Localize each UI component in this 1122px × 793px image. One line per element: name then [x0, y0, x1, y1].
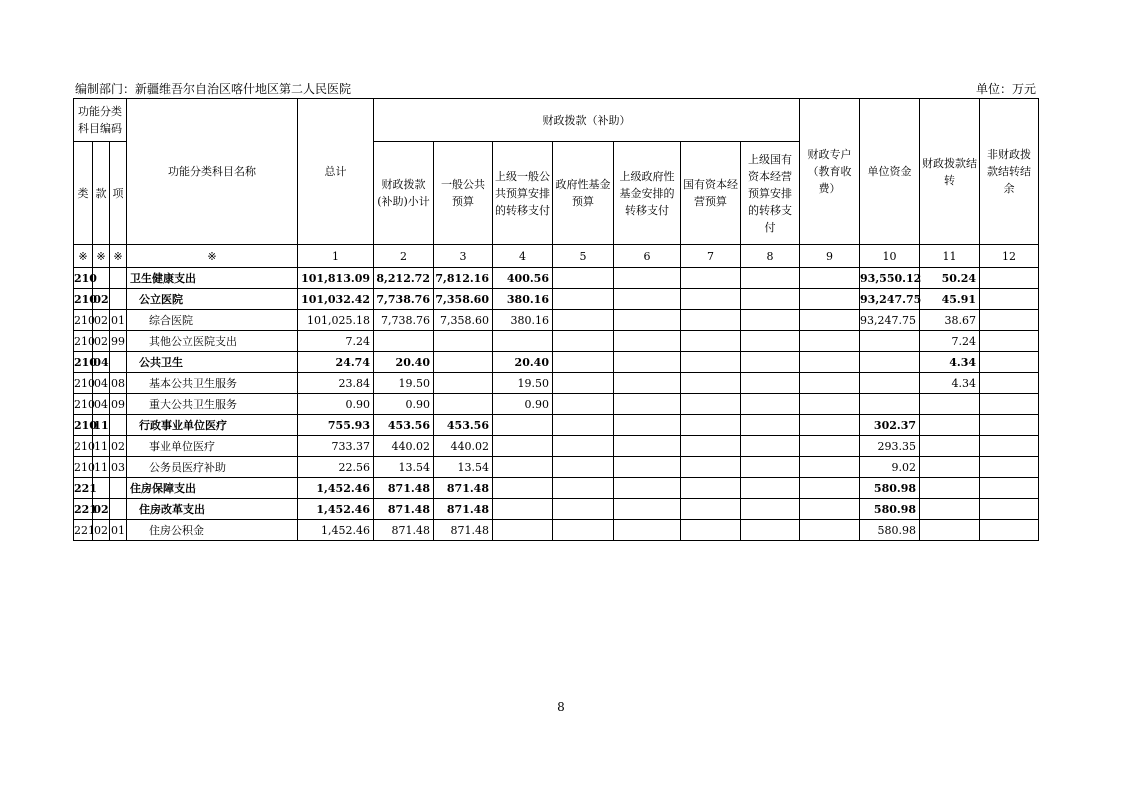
cell-xiang: 99 — [110, 331, 127, 352]
cell-lei: 210 — [74, 352, 93, 373]
cell-name: 基本公共卫生服务 — [127, 373, 298, 394]
cell-c7 — [681, 415, 741, 436]
cell-c2: 8,212.72 — [374, 268, 434, 289]
header-c5: 政府性基金预算 — [553, 142, 614, 245]
cell-c6 — [614, 520, 681, 541]
cell-c8 — [741, 520, 800, 541]
cell-c8 — [741, 436, 800, 457]
cell-c11: 4.34 — [920, 373, 980, 394]
total-header: 总计 — [298, 99, 374, 245]
header-c9: 财政专户（教育收费） — [800, 99, 860, 245]
cell-lei: 210 — [74, 436, 93, 457]
cell-c10: 580.98 — [860, 520, 920, 541]
cell-xiang — [110, 415, 127, 436]
cell-c8 — [741, 352, 800, 373]
cell-c10 — [860, 394, 920, 415]
cell-c9 — [800, 289, 860, 310]
cell-c9 — [800, 331, 860, 352]
cell-name: 公务员医疗补助 — [127, 457, 298, 478]
cell-c3 — [434, 352, 493, 373]
cell-c2: 0.90 — [374, 394, 434, 415]
cell-c11: 45.91 — [920, 289, 980, 310]
cell-kuan: 04 — [93, 352, 110, 373]
cell-xiang — [110, 478, 127, 499]
cell-c9 — [800, 499, 860, 520]
cell-total: 101,813.09 — [298, 268, 374, 289]
cell-c3: 7,812.16 — [434, 268, 493, 289]
cell-c5 — [553, 436, 614, 457]
cell-c11: 4.34 — [920, 352, 980, 373]
cell-c2: 7,738.76 — [374, 310, 434, 331]
cell-total: 1,452.46 — [298, 499, 374, 520]
cell-c12 — [980, 520, 1039, 541]
cell-c8 — [741, 457, 800, 478]
cell-c2 — [374, 331, 434, 352]
cell-c5 — [553, 457, 614, 478]
cell-lei: 210 — [74, 310, 93, 331]
header-c4: 上级一般公共预算安排的转移支付 — [493, 142, 553, 245]
cell-c12 — [980, 331, 1039, 352]
col-number: 11 — [920, 245, 980, 268]
cell-c10: 293.35 — [860, 436, 920, 457]
cell-lei: 221 — [74, 499, 93, 520]
col-number: 4 — [493, 245, 553, 268]
cell-xiang: 08 — [110, 373, 127, 394]
cell-c5 — [553, 373, 614, 394]
cell-name: 卫生健康支出 — [127, 268, 298, 289]
cell-total: 733.37 — [298, 436, 374, 457]
cell-c8 — [741, 478, 800, 499]
mark-cell: ※ — [74, 245, 93, 268]
cell-c2: 19.50 — [374, 373, 434, 394]
col-number: 10 — [860, 245, 920, 268]
cell-lei: 210 — [74, 457, 93, 478]
cell-total: 101,025.18 — [298, 310, 374, 331]
cell-c11 — [920, 478, 980, 499]
cell-c5 — [553, 331, 614, 352]
cell-c4: 20.40 — [493, 352, 553, 373]
cell-lei: 210 — [74, 394, 93, 415]
cell-c8 — [741, 289, 800, 310]
cell-c2: 453.56 — [374, 415, 434, 436]
mark-cell: ※ — [110, 245, 127, 268]
cell-lei: 210 — [74, 415, 93, 436]
cell-lei: 210 — [74, 289, 93, 310]
col-number: 5 — [553, 245, 614, 268]
cell-c4: 19.50 — [493, 373, 553, 394]
cell-c9 — [800, 268, 860, 289]
cell-c4 — [493, 331, 553, 352]
cell-total: 1,452.46 — [298, 520, 374, 541]
table-row — [74, 415, 1039, 436]
cell-kuan: 11 — [93, 415, 110, 436]
cell-c3: 7,358.60 — [434, 310, 493, 331]
cell-c7 — [681, 331, 741, 352]
cell-c4 — [493, 478, 553, 499]
cell-xiang: 09 — [110, 394, 127, 415]
cell-kuan: 02 — [93, 499, 110, 520]
cell-c12 — [980, 436, 1039, 457]
col-number: 9 — [800, 245, 860, 268]
cell-c11 — [920, 457, 980, 478]
cell-c4: 0.90 — [493, 394, 553, 415]
cell-xiang — [110, 499, 127, 520]
header-c6: 上级政府性基金安排的转移支付 — [614, 142, 681, 245]
cell-c6 — [614, 457, 681, 478]
cell-c8 — [741, 268, 800, 289]
budget-table — [73, 98, 1039, 541]
cell-c9 — [800, 373, 860, 394]
header-lei: 类 — [74, 142, 93, 245]
header-c11: 财政拨款结转 — [920, 99, 980, 245]
cell-c4 — [493, 499, 553, 520]
cell-xiang: 02 — [110, 436, 127, 457]
cell-kuan: 11 — [93, 436, 110, 457]
cell-c2: 871.48 — [374, 499, 434, 520]
cell-c11: 7.24 — [920, 331, 980, 352]
cell-c11 — [920, 436, 980, 457]
cell-kuan: 11 — [93, 457, 110, 478]
cell-c12 — [980, 499, 1039, 520]
cell-c6 — [614, 499, 681, 520]
cell-xiang: 01 — [110, 520, 127, 541]
cell-c12 — [980, 268, 1039, 289]
cell-c10: 93,247.75 — [860, 289, 920, 310]
cell-c3 — [434, 394, 493, 415]
cell-c12 — [980, 373, 1039, 394]
cell-xiang: 01 — [110, 310, 127, 331]
cell-c2: 871.48 — [374, 520, 434, 541]
cell-c3: 871.48 — [434, 478, 493, 499]
header-c2: 财政拨款(补助)小计 — [374, 142, 434, 245]
cell-c3: 871.48 — [434, 520, 493, 541]
cell-total: 7.24 — [298, 331, 374, 352]
header-c10: 单位资金 — [860, 99, 920, 245]
cell-c11: 50.24 — [920, 268, 980, 289]
col-number: 3 — [434, 245, 493, 268]
cell-c2: 440.02 — [374, 436, 434, 457]
cell-xiang — [110, 289, 127, 310]
cell-name: 其他公立医院支出 — [127, 331, 298, 352]
cell-lei: 221 — [74, 520, 93, 541]
cell-c9 — [800, 352, 860, 373]
unit-label: 单位：万元 — [975, 82, 1036, 96]
cell-c10: 9.02 — [860, 457, 920, 478]
cell-c10: 580.98 — [860, 478, 920, 499]
cell-c6 — [614, 415, 681, 436]
cell-c6 — [614, 268, 681, 289]
cell-c8 — [741, 310, 800, 331]
cell-c12 — [980, 478, 1039, 499]
table-row — [74, 268, 1039, 289]
cell-c10: 302.37 — [860, 415, 920, 436]
cell-c5 — [553, 268, 614, 289]
cell-c5 — [553, 352, 614, 373]
table-row — [74, 352, 1039, 373]
cell-c12 — [980, 457, 1039, 478]
table-row — [74, 289, 1039, 310]
cell-c6 — [614, 310, 681, 331]
cell-c9 — [800, 478, 860, 499]
cell-lei: 210 — [74, 373, 93, 394]
cell-c6 — [614, 394, 681, 415]
cell-c9 — [800, 457, 860, 478]
code-group-header: 功能分类科目编码 — [74, 99, 127, 142]
cell-name: 住房改革支出 — [127, 499, 298, 520]
cell-c4: 380.16 — [493, 289, 553, 310]
cell-kuan: 04 — [93, 373, 110, 394]
cell-c11 — [920, 520, 980, 541]
header-kuan: 款 — [93, 142, 110, 245]
cell-c4: 380.16 — [493, 310, 553, 331]
table-row — [74, 457, 1039, 478]
cell-c5 — [553, 499, 614, 520]
cell-c7 — [681, 310, 741, 331]
cell-c2: 20.40 — [374, 352, 434, 373]
cell-c12 — [980, 415, 1039, 436]
cell-c3: 453.56 — [434, 415, 493, 436]
cell-c4: 400.56 — [493, 268, 553, 289]
cell-c9 — [800, 415, 860, 436]
cell-kuan: 02 — [93, 310, 110, 331]
cell-c7 — [681, 457, 741, 478]
table-row — [74, 394, 1039, 415]
cell-c9 — [800, 436, 860, 457]
table-row — [74, 310, 1039, 331]
cell-c8 — [741, 394, 800, 415]
cell-c5 — [553, 520, 614, 541]
col-number: 2 — [374, 245, 434, 268]
cell-name: 事业单位医疗 — [127, 436, 298, 457]
cell-total: 1,452.46 — [298, 478, 374, 499]
table-row — [74, 373, 1039, 394]
cell-c4 — [493, 520, 553, 541]
cell-name: 住房保障支出 — [127, 478, 298, 499]
cell-c12 — [980, 310, 1039, 331]
cell-c3: 871.48 — [434, 499, 493, 520]
cell-c5 — [553, 415, 614, 436]
cell-c7 — [681, 499, 741, 520]
cell-c6 — [614, 436, 681, 457]
cell-c11 — [920, 394, 980, 415]
col-number: 1 — [298, 245, 374, 268]
cell-total: 23.84 — [298, 373, 374, 394]
cell-name: 行政事业单位医疗 — [127, 415, 298, 436]
cell-c6 — [614, 289, 681, 310]
cell-c10 — [860, 373, 920, 394]
cell-c7 — [681, 520, 741, 541]
cell-c9 — [800, 310, 860, 331]
cell-c9 — [800, 520, 860, 541]
mark-cell: ※ — [93, 245, 110, 268]
cell-c2: 13.54 — [374, 457, 434, 478]
cell-c5 — [553, 478, 614, 499]
cell-c11: 38.67 — [920, 310, 980, 331]
cell-c10 — [860, 331, 920, 352]
cell-c2: 871.48 — [374, 478, 434, 499]
cell-name: 公立医院 — [127, 289, 298, 310]
cell-c12 — [980, 352, 1039, 373]
cell-c7 — [681, 289, 741, 310]
cell-c2: 7,738.76 — [374, 289, 434, 310]
cell-xiang — [110, 268, 127, 289]
cell-xiang: 03 — [110, 457, 127, 478]
cell-c6 — [614, 478, 681, 499]
cell-lei: 210 — [74, 268, 93, 289]
cell-kuan: 02 — [93, 520, 110, 541]
table-body — [74, 268, 1039, 541]
cell-total: 24.74 — [298, 352, 374, 373]
cell-c7 — [681, 478, 741, 499]
cell-c4 — [493, 415, 553, 436]
col-number: 12 — [980, 245, 1039, 268]
col-number: 8 — [741, 245, 800, 268]
col-number: 6 — [614, 245, 681, 268]
column-number-row — [74, 245, 1039, 268]
cell-name: 综合医院 — [127, 310, 298, 331]
cell-c7 — [681, 352, 741, 373]
cell-c7 — [681, 394, 741, 415]
header-row-1 — [74, 99, 1039, 142]
name-header: 功能分类科目名称 — [127, 99, 298, 245]
table-row — [74, 436, 1039, 457]
department-label: 编制部门：新疆维吾尔自治区喀什地区第二人民医院 — [75, 82, 352, 96]
cell-c10: 93,247.75 — [860, 310, 920, 331]
cell-c4 — [493, 457, 553, 478]
cell-c7 — [681, 268, 741, 289]
cell-kuan: 02 — [93, 289, 110, 310]
cell-c5 — [553, 289, 614, 310]
cell-lei: 221 — [74, 478, 93, 499]
cell-c3 — [434, 373, 493, 394]
cell-kuan: 04 — [93, 394, 110, 415]
cell-c3: 7,358.60 — [434, 289, 493, 310]
cell-name: 公共卫生 — [127, 352, 298, 373]
cell-kuan: 02 — [93, 331, 110, 352]
cell-lei: 210 — [74, 331, 93, 352]
mark-cell: ※ — [127, 245, 298, 268]
cell-c5 — [553, 310, 614, 331]
cell-c3: 13.54 — [434, 457, 493, 478]
col-number: 7 — [681, 245, 741, 268]
cell-c10: 93,550.12 — [860, 268, 920, 289]
table-row — [74, 499, 1039, 520]
cell-c7 — [681, 436, 741, 457]
table-row — [74, 331, 1039, 352]
page-number: 8 — [557, 700, 565, 714]
cell-c11 — [920, 415, 980, 436]
cell-total: 101,032.42 — [298, 289, 374, 310]
cell-total: 22.56 — [298, 457, 374, 478]
header-xiang: 项 — [110, 142, 127, 245]
cell-total: 0.90 — [298, 394, 374, 415]
cell-c9 — [800, 394, 860, 415]
cell-c8 — [741, 415, 800, 436]
cell-c6 — [614, 352, 681, 373]
cell-c12 — [980, 289, 1039, 310]
cell-xiang — [110, 352, 127, 373]
cell-c11 — [920, 499, 980, 520]
cell-c10 — [860, 352, 920, 373]
cell-c12 — [980, 394, 1039, 415]
cell-c8 — [741, 373, 800, 394]
cell-c10: 580.98 — [860, 499, 920, 520]
cell-c7 — [681, 373, 741, 394]
header-c12: 非财政拨款结转结余 — [980, 99, 1039, 245]
cell-c4 — [493, 436, 553, 457]
cell-total: 755.93 — [298, 415, 374, 436]
cell-c3 — [434, 331, 493, 352]
header-c7: 国有资本经营预算 — [681, 142, 741, 245]
table-row — [74, 520, 1039, 541]
header-c8: 上级国有资本经营预算安排的转移支付 — [741, 142, 800, 245]
cell-c8 — [741, 499, 800, 520]
table-row — [74, 478, 1039, 499]
header-c3: 一般公共预算 — [434, 142, 493, 245]
cell-c6 — [614, 331, 681, 352]
cell-c3: 440.02 — [434, 436, 493, 457]
fiscal-group-header: 财政拨款（补助） — [374, 99, 800, 142]
cell-name: 重大公共卫生服务 — [127, 394, 298, 415]
cell-c5 — [553, 394, 614, 415]
cell-name: 住房公积金 — [127, 520, 298, 541]
cell-c6 — [614, 373, 681, 394]
cell-c8 — [741, 331, 800, 352]
